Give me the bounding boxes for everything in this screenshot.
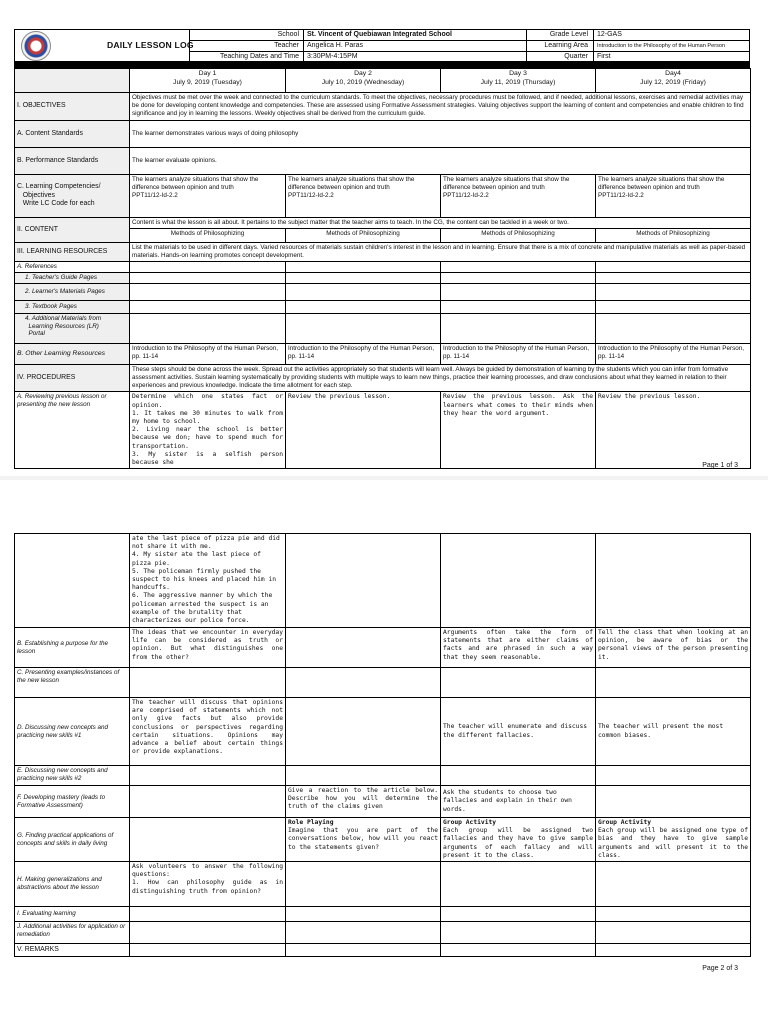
generalizations-label: H. Making generalizations and abstractions about the lesson <box>15 862 130 907</box>
area-label: Learning Area <box>544 42 588 49</box>
day-2-header: Day 2 July 10, 2019 (Wednesday) <box>286 69 441 93</box>
performance-standards-text: The learner evaluate opinions. <box>130 147 751 174</box>
lesson-table-page-1 <box>14 68 751 469</box>
days-row <box>15 69 751 93</box>
procedures-label: IV. PROCEDURES <box>15 364 130 392</box>
objectives-label: I. OBJECTIVES <box>15 93 130 121</box>
content-standards-label: A. Content Standards <box>15 120 130 147</box>
applications-day-4: Group Activity Each group will be assigned one type of bias and they have to give sample arguments and will present it to the class. <box>596 818 751 862</box>
teacher-label: Teacher <box>274 42 299 49</box>
reviewing-day-3: Review the previous lesson. Ask the learners what comes to their minds when they hear the word argument. <box>441 392 596 469</box>
content-standards-row <box>15 120 751 147</box>
school-seal-icon <box>21 31 51 61</box>
objectives-row <box>15 93 751 121</box>
grade-value: 12-GAS <box>597 31 622 38</box>
additional-materials-row <box>15 313 751 343</box>
performance-standards-label: B. Performance Standards <box>15 147 130 174</box>
competencies-row <box>15 174 751 217</box>
discussing-2-label: E. Discussing new concepts and practicing new skills #2 <box>15 766 130 786</box>
grade-label: Grade Level <box>549 31 588 38</box>
other-resources-day-3: Introduction to the Philosophy of the Human Person, pp. 11-14 <box>441 343 596 364</box>
content-note: Content is what the lesson is all about. It pertains to the subject matter that the teacher aims to teach. In the CG, the content can be tackled in a week or two. <box>130 217 751 228</box>
lesson-table-page-2 <box>14 533 751 957</box>
additional-materials-label: 4. Additional Materials from Learning Resources (LR) Portal <box>15 313 130 343</box>
developing-mastery-label: F. Developing mastery (leads to Formative Assessment) <box>15 786 130 818</box>
procedures-note: These steps should be done across the week. Spread out the activities appropriately so that students will learn well. Always be guided by demonstration of learning by the students which you can infer from formative assessment activities. Sustain learning systematically by providing students with multiple ways to learn new things, practice their learning processes, and draw conclusions about what they learned in relation to their experiences and previous knowledge. Indicate the time allotment for each step. <box>130 364 751 392</box>
purpose-day-1: The ideas that we encounter in everyday life can be considered as truth or opinion. But what distinguishes one from the other? <box>130 628 286 668</box>
other-resources-day-1: Introduction to the Philosophy of the Human Person, pp. 11-14 <box>130 343 286 364</box>
quarter-label: Quarter <box>564 53 588 60</box>
area-value: Introduction to the Philosophy of the Human Person <box>597 43 726 49</box>
discussing-1-label: D. Discussing new concepts and practicing new skills #1 <box>15 698 130 766</box>
applications-day-3: Group Activity Each group will be assigned two fallacies and they have to give sample arguments of each fallacy and will present it to the class. <box>441 818 596 862</box>
additional-activities-label: J. Additional activities for application or remediation <box>15 922 130 944</box>
dates-value: 3:30PM-4:15PM <box>307 53 358 60</box>
content-topic-day-3: Methods of Philosophizing <box>441 228 596 242</box>
reviewing-row-part-1 <box>15 392 751 469</box>
purpose-label: B. Establishing a purpose for the lesson <box>15 628 130 668</box>
school-label: School <box>277 31 299 38</box>
reviewing-label: A. Reviewing previous lesson or presenting the new lesson <box>15 392 130 469</box>
reviewing-row-part-2 <box>15 534 751 628</box>
purpose-row <box>15 628 751 668</box>
resources-label: III. LEARNING RESOURCES <box>15 242 130 261</box>
remarks-label: V. REMARKS <box>15 944 130 957</box>
applications-label: G. Finding practical applications of concepts and skills in daily living <box>15 818 130 862</box>
page-1 <box>0 0 768 480</box>
competency-day-3: The learners analyze situations that show the difference between opinion and truth PPT11/12-Id-2.2 <box>441 174 596 217</box>
reviewing-day-1-part-2: ate the last piece of pizza pie and did not share it with me. 4. My sister ate the last piece of pizza pie. 5. The policeman firmly pushed the suspect to his knees and placed him in handcuffs. 6. The aggressive manner by which the policeman arrested the suspect is an example of the brutality that characterizes our police force. <box>130 534 286 628</box>
other-resources-row <box>15 343 751 364</box>
developing-mastery-day-3: Ask the students to choose two fallacies and explain in their own words. <box>441 786 596 818</box>
presenting-examples-row <box>15 668 751 698</box>
content-note-row <box>15 217 751 228</box>
day-4-header: Day4 July 12, 2019 (Friday) <box>596 69 751 93</box>
purpose-day-3: Arguments often take the form of statements that are either claims of facts and are phrased in such a way that they seem reasonable. <box>441 628 596 668</box>
references-label: A. References <box>15 262 130 273</box>
teachers-guide-row <box>15 273 751 284</box>
learners-materials-row <box>15 283 751 300</box>
references-row <box>15 262 751 273</box>
page-2 <box>0 480 768 1024</box>
dates-label: Teaching Dates and Time <box>220 53 299 60</box>
objectives-note: Objectives must be met over the week and connected to the curriculum standards. To meet the objectives, necessary procedures must be followed, and if needed, additional lessons, exercises and remedial activities may be done for developing content knowledge and competencies. These are assessed using Formative Assessment strategies. Valuing objectives support the learning of content and competencies and enable children to find significance and joy in learning the lessons. Weekly objectives shall be derived from the curriculum guide. <box>130 93 751 121</box>
other-resources-day-4: Introduction to the Philosophy of the Human Person, pp. 11-14 <box>596 343 751 364</box>
discussing-1-day-1: The teacher will discuss that opinions are comprised of statements which not only give facts but also provide conclusions or perspectives regarding certain situations. Opinions may advance a belief about certain things or provide explanations. <box>130 698 286 766</box>
presenting-examples-label: C. Presenting examples/instances of the new lesson <box>15 668 130 698</box>
content-topic-day-4: Methods of Philosophizing <box>596 228 751 242</box>
page-number-2: Page 2 of 3 <box>702 965 738 972</box>
discussing-2-row <box>15 766 751 786</box>
discussing-1-day-3: The teacher will enumerate and discuss the different fallacies. <box>441 698 596 766</box>
additional-activities-row <box>15 922 751 944</box>
textbook-label: 3. Textbook Pages <box>15 300 130 313</box>
content-topic-day-1: Methods of Philosophizing <box>130 228 286 242</box>
developing-mastery-row <box>15 786 751 818</box>
content-topic-day-2: Methods of Philosophizing <box>286 228 441 242</box>
generalizations-row <box>15 862 751 907</box>
day-1-header: Day 1 July 9, 2019 (Tuesday) <box>130 69 286 93</box>
competency-day-1: The learners analyze situations that show the difference between opinion and truth PPT11/12-Id-2.2 <box>130 174 286 217</box>
competencies-label: C. Learning Competencies/ Objectives Write LC Code for each <box>15 174 130 217</box>
evaluating-row <box>15 907 751 922</box>
generalizations-day-1: Ask volunteers to answer the following questions: 1. How can philosophy guide as in distinguishing truth from opinion? <box>130 862 286 907</box>
reviewing-day-1-part-1: Determine which one states fact or opinion. 1. It takes me 30 minutes to walk from my home to school. 2. Living near the school is better because we don; have to spend much for transportation. 3. My sister is a selfish person because she <box>130 392 286 469</box>
competency-day-2: The learners analyze situations that show the difference between opinion and truth PPT11/12-Id-2.2 <box>286 174 441 217</box>
evaluating-label: I. Evaluating learning <box>15 907 130 922</box>
applications-row <box>15 818 751 862</box>
resources-row <box>15 242 751 261</box>
procedures-row <box>15 364 751 392</box>
resources-note: List the materials to be used in different days. Varied resources of materials sustain children's interest in the lesson and in learning. Ensure that there is a mix of concrete and manipulative materials as well as paper-based materials. Hands-on learning promotes concept development. <box>130 242 751 261</box>
lesson-log-header <box>14 29 750 62</box>
reviewing-day-4: Review the previous lesson. <box>596 392 751 469</box>
applications-day-2: Role Playing Imagine that you are part of the conversations below, how will you react to the statements given? <box>286 818 441 862</box>
remarks-row <box>15 944 751 957</box>
reviewing-day-2: Review the previous lesson. <box>286 392 441 469</box>
teacher-value: Angelica H. Paras <box>307 42 364 49</box>
content-label: II. CONTENT <box>15 217 130 242</box>
textbook-row <box>15 300 751 313</box>
content-standards-text: The learner demonstrates various ways of doing philosophy <box>130 120 751 147</box>
discussing-1-row <box>15 698 751 766</box>
teachers-guide-label: 1. Teacher's Guide Pages <box>15 273 130 284</box>
other-resources-day-2: Introduction to the Philosophy of the Human Person, pp. 11-14 <box>286 343 441 364</box>
competency-day-4: The learners analyze situations that show the difference between opinion and truth PPT11/12-Id-2.2 <box>596 174 751 217</box>
other-resources-label: B. Other Learning Resources <box>15 343 130 364</box>
day-3-header: Day 3 July 11, 2019 (Thursday) <box>441 69 596 93</box>
learners-materials-label: 2. Learner's Materials Pages <box>15 283 130 300</box>
discussing-1-day-4: The teacher will present the most common biases. <box>596 698 751 766</box>
school-value: St. Vincent of Quebiawan Integrated School <box>307 31 452 38</box>
document-title: DAILY LESSON LOG <box>107 40 194 50</box>
quarter-value: First <box>597 53 611 60</box>
page-number-1: Page 1 of 3 <box>702 462 738 469</box>
developing-mastery-day-2: Give a reaction to the article below. Describe how you will determine the truth of the claims given <box>286 786 441 818</box>
performance-standards-row <box>15 147 751 174</box>
purpose-day-4: Tell the class that when looking at an opinion, be aware of bias or the personal views of the person presenting it. <box>596 628 751 668</box>
